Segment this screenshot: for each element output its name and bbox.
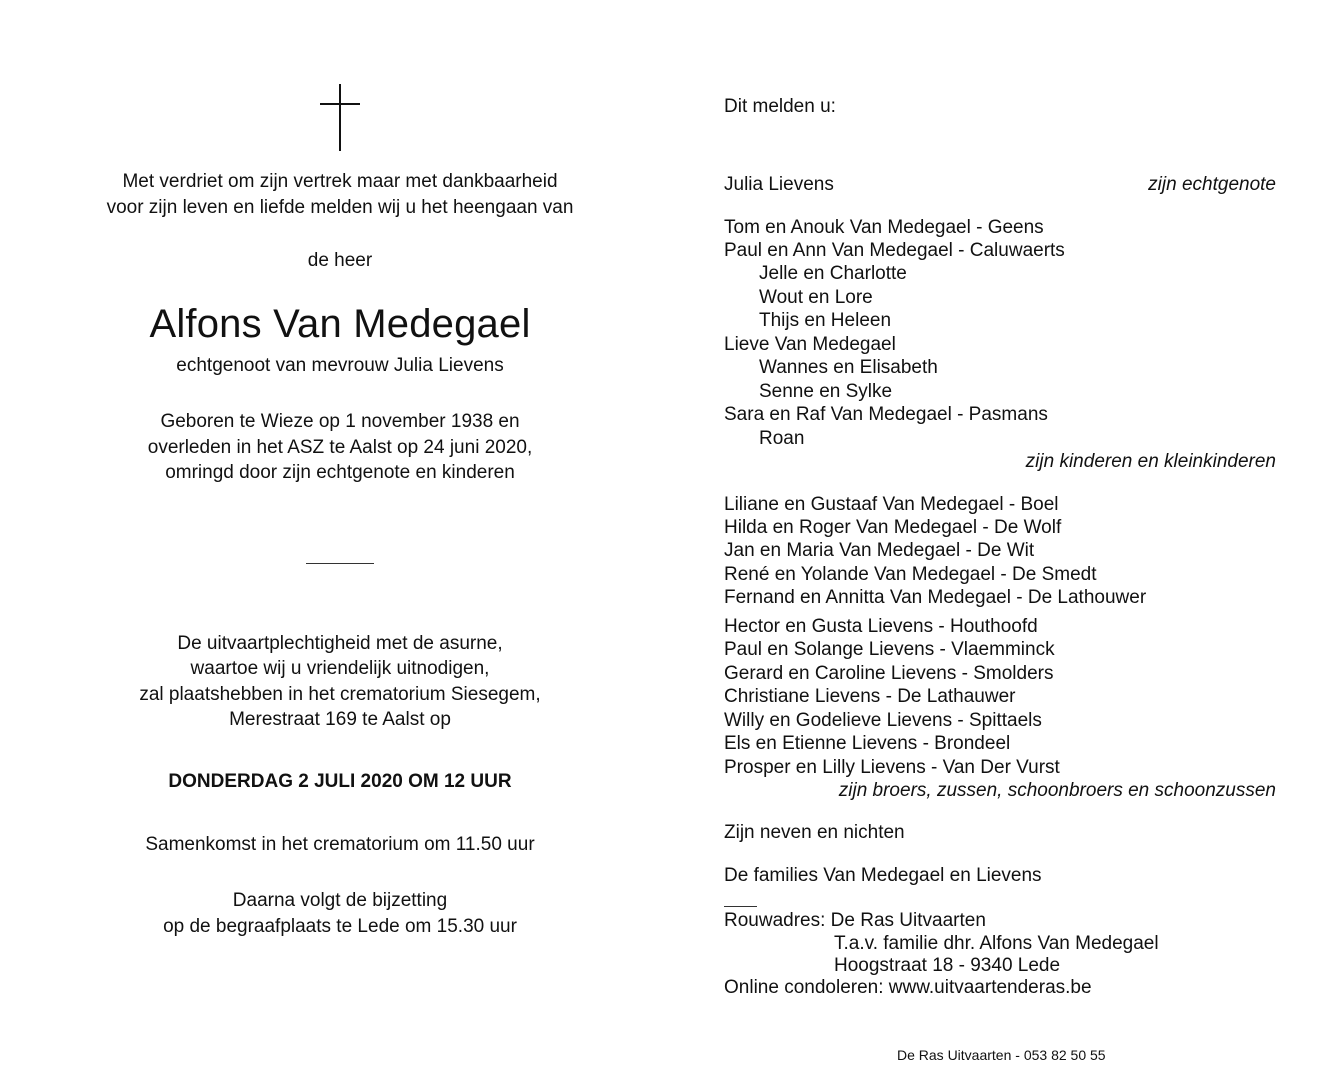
deceased-name: Alfons Van Medegael	[149, 302, 531, 346]
child-line: Paul en Ann Van Medegael - Caluwaerts	[724, 240, 1065, 261]
in-law-line: Prosper en Lilly Lievens - Van Der Vurst	[724, 757, 1060, 778]
ceremony-line-4: Merestraat 169 te Aalst op	[229, 709, 451, 730]
spouse-line: echtgenoot van mevrouw Julia Lievens	[176, 355, 504, 376]
grandchild-line: Thijs en Heleen	[759, 310, 892, 331]
ceremony-date: DONDERDAG 2 JULI 2020 OM 12 UUR	[168, 771, 512, 792]
ceremony-line-1: De uitvaartplechtigheid met de asurne,	[177, 633, 503, 654]
children-role: zijn kinderen en kleinkinderen	[1025, 451, 1276, 472]
divider	[306, 563, 374, 564]
in-law-line: Els en Etienne Lievens - Brondeel	[724, 733, 1011, 754]
in-law-line: Christiane Lievens - De Lathauwer	[724, 686, 1016, 707]
burial-line-1: Daarna volgt de bijzetting	[232, 890, 448, 911]
child-line: Lieve Van Medegael	[724, 334, 896, 355]
surrounded-line: omringd door zijn echtgenote en kinderen	[165, 462, 515, 483]
death-line: overleden in het ASZ te Aalst op 24 juni 2020,	[147, 437, 533, 458]
in-law-line: Hector en Gusta Lievens - Houthoofd	[724, 616, 1038, 637]
spouse-name: Julia Lievens	[724, 174, 834, 195]
address-divider	[724, 906, 757, 907]
sibling-line: Hilda en Roger Van Medegael - De Wolf	[724, 517, 1062, 538]
ceremony-line-3: zal plaatshebben in het crematorium Siesegem,	[139, 684, 541, 705]
grandchild-line: Roan	[759, 428, 805, 449]
sibling-line: Jan en Maria Van Medegael - De Wit	[724, 540, 1035, 561]
in-law-line: Willy en Godelieve Lievens - Spittaels	[724, 710, 1042, 731]
grandchild-line: Jelle en Charlotte	[759, 263, 907, 284]
grandchild-line: Wannes en Elisabeth	[759, 357, 938, 378]
intro-line-2: voor zijn leven en liefde melden wij u het heengaan van	[106, 197, 574, 218]
online-condolence: Online condoleren: www.uitvaartenderas.be	[724, 977, 1092, 998]
address-line-2: Hoogstraat 18 - 9340 Lede	[834, 955, 1061, 976]
spouse-role: zijn echtgenote	[1148, 174, 1276, 195]
in-law-line: Paul en Solange Lievens - Vlaemminck	[724, 639, 1055, 660]
announcement-heading: Dit melden u:	[724, 96, 836, 117]
burial-line-2: op de begraafplaats te Lede om 15.30 uur	[163, 916, 517, 937]
siblings-role: zijn broers, zussen, schoonbroers en schoonzussen	[838, 780, 1276, 801]
footer-imprint: De Ras Uitvaarten - 053 82 50 55	[897, 1047, 1106, 1063]
sibling-line: René en Yolande Van Medegael - De Smedt	[724, 564, 1097, 585]
ceremony-line-2: waartoe wij u vriendelijk uitnodigen,	[190, 658, 490, 679]
sibling-line: Liliane en Gustaaf Van Medegael - Boel	[724, 494, 1059, 515]
in-law-line: Gerard en Caroline Lievens - Smolders	[724, 663, 1054, 684]
birth-line: Geboren te Wieze op 1 november 1938 en	[160, 411, 520, 432]
intro-line-1: Met verdriet om zijn vertrek maar met dankbaarheid	[122, 171, 558, 192]
cousins-line: Zijn neven en nichten	[724, 822, 905, 843]
child-line: Tom en Anouk Van Medegael - Geens	[724, 217, 1044, 238]
child-line: Sara en Raf Van Medegael - Pasmans	[724, 404, 1048, 425]
families-line: De families Van Medegael en Lievens	[724, 865, 1042, 886]
address-line-1: T.a.v. familie dhr. Alfons Van Medegael	[834, 933, 1159, 954]
grandchild-line: Wout en Lore	[759, 287, 873, 308]
address-label: Rouwadres: De Ras Uitvaarten	[724, 910, 986, 931]
gathering-line: Samenkomst in het crematorium om 11.50 uur	[145, 834, 535, 855]
sibling-line: Fernand en Annitta Van Medegael - De Lathouwer	[724, 587, 1147, 608]
title-prefix: de heer	[307, 250, 373, 271]
grandchild-line: Senne en Sylke	[759, 381, 893, 402]
